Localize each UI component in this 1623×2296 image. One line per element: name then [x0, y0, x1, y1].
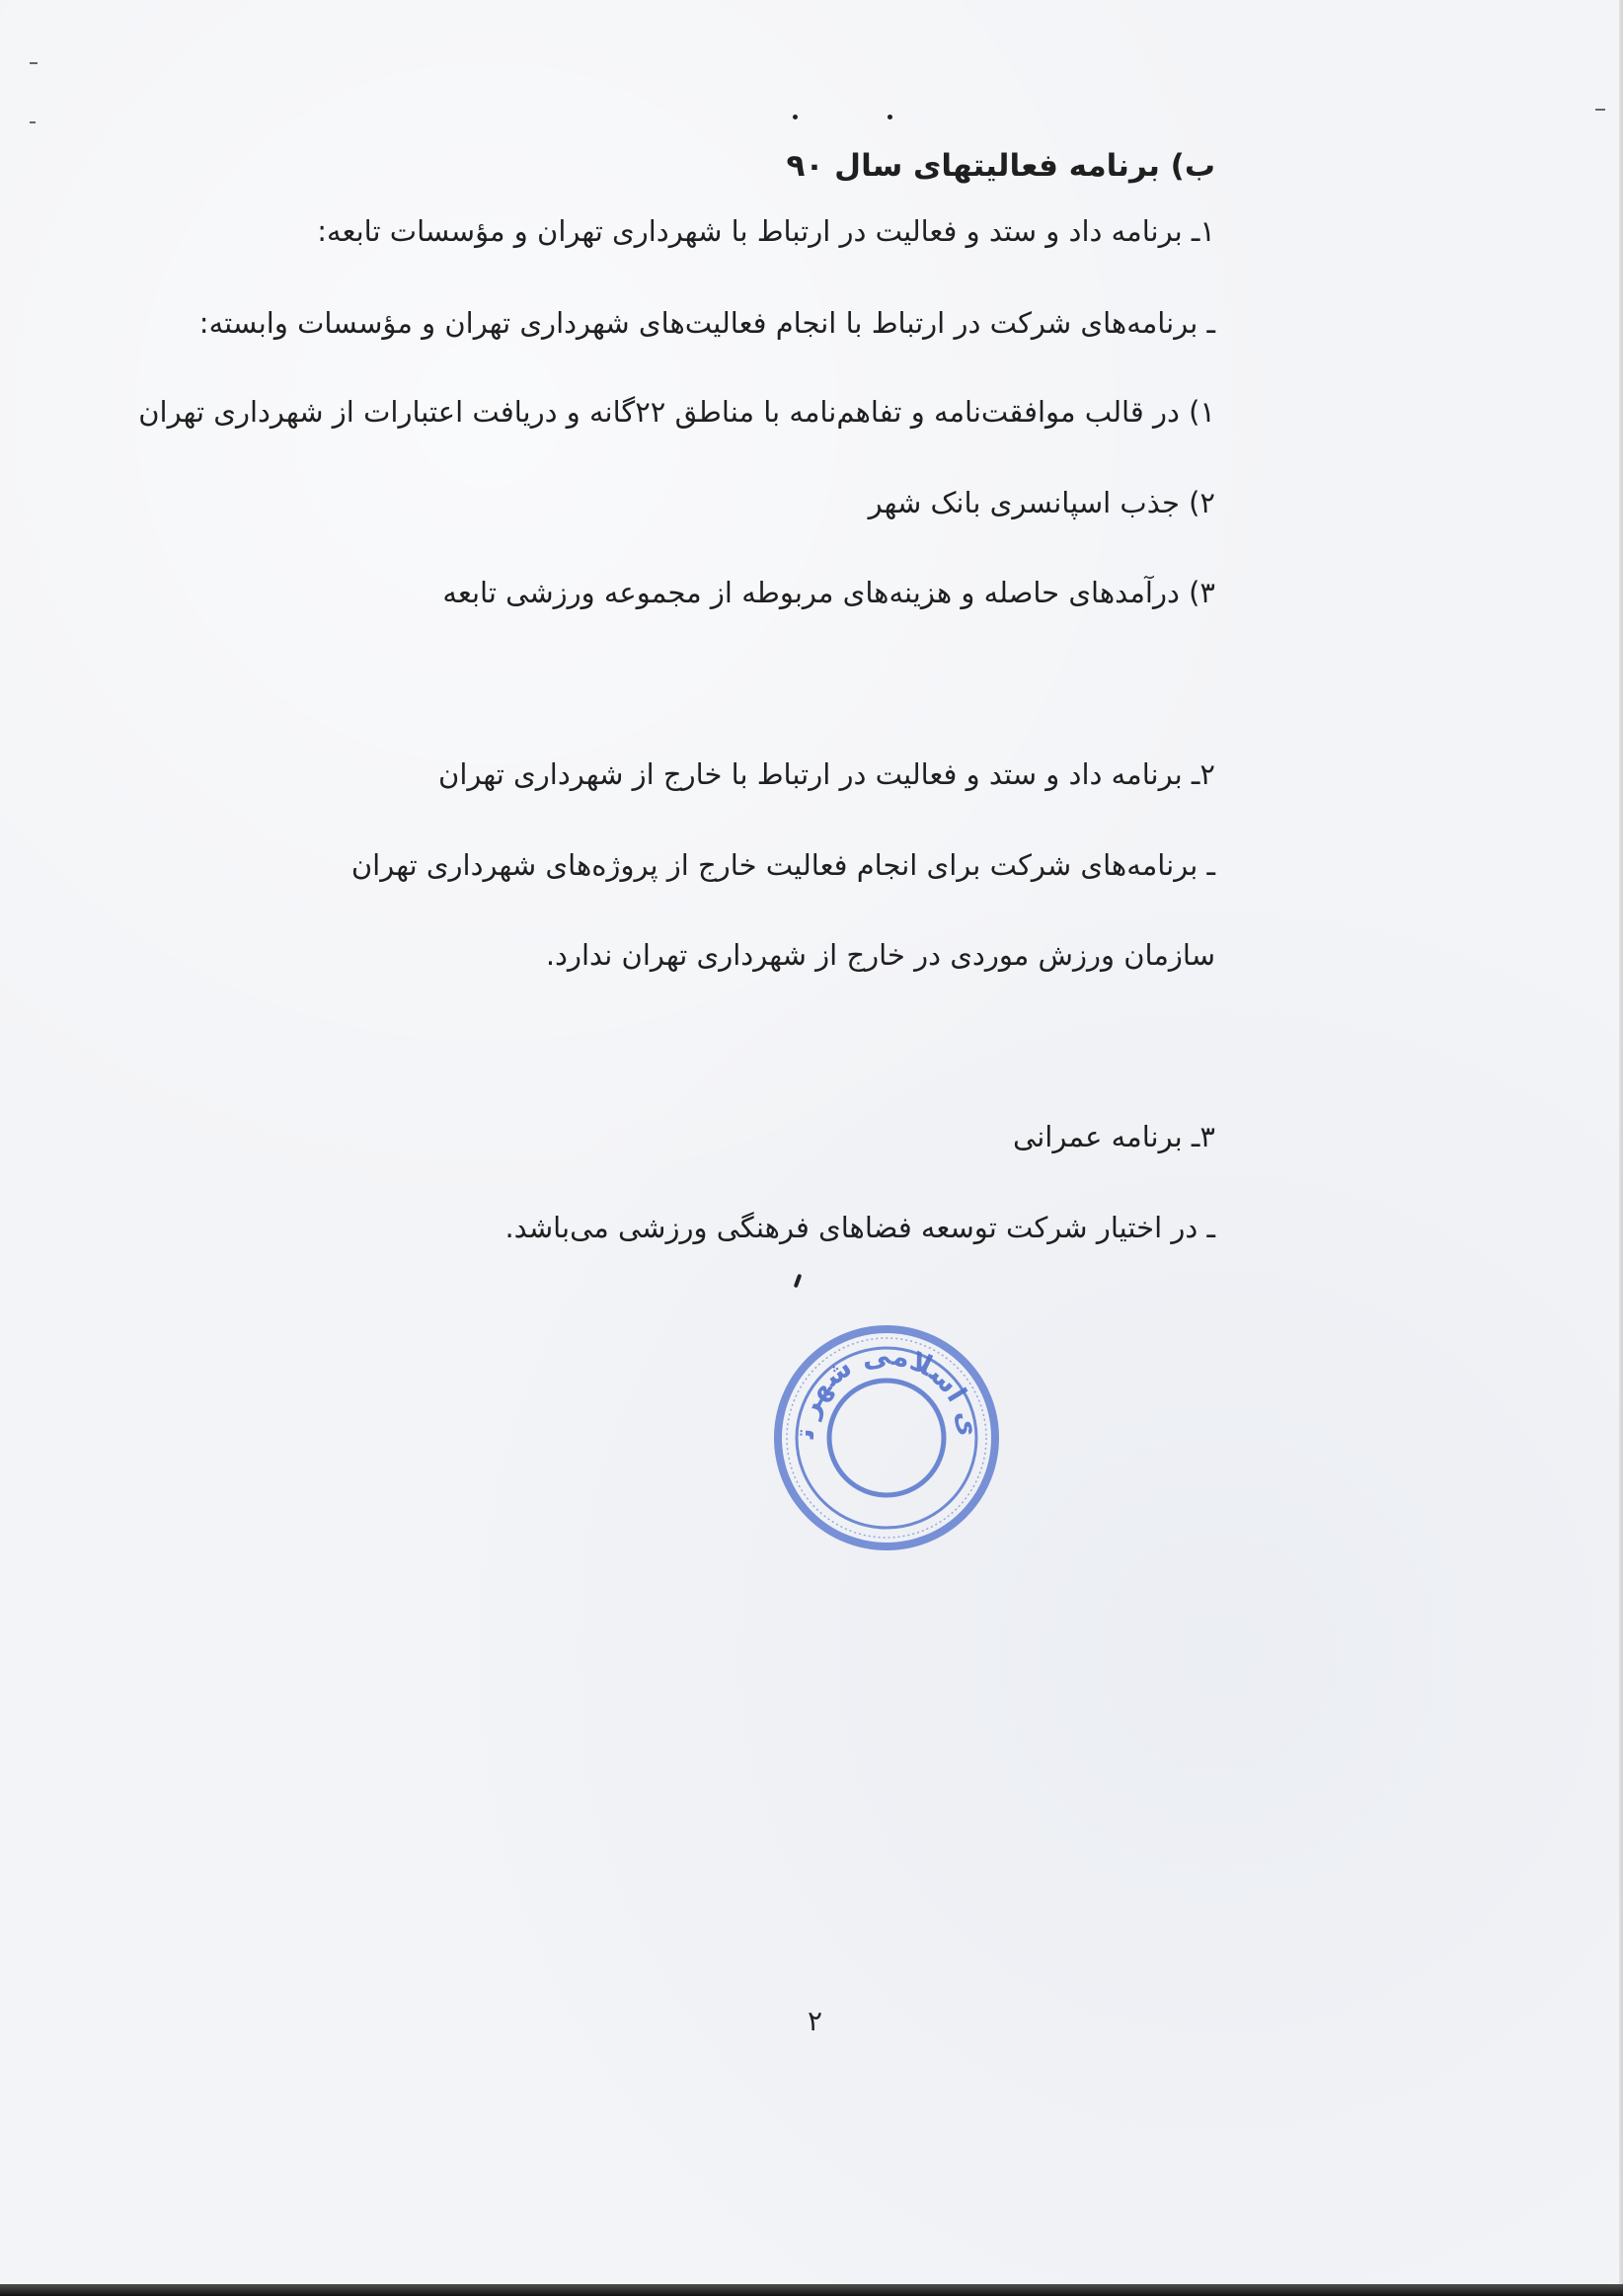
stamp-graphic: [756, 1296, 1003, 1554]
handwritten-tick-mark: [794, 1274, 803, 1289]
top-dot-mark: [793, 115, 798, 119]
section-2-heading: ۲ـ برنامه داد و ستد و فعالیت در ارتباط با خارج از شهرداری تهران: [438, 757, 1215, 791]
svg-text:شورای اسلامی شهر تهران: [755, 1296, 985, 1441]
top-dot-mark: [888, 115, 892, 119]
section-1-heading: ۱ـ برنامه داد و ستد و فعالیت در ارتباط با شهرداری تهران و مؤسسات تابعه:: [317, 214, 1215, 248]
section-1-item-1: ۱) در قالب موافقت‌نامه و تفاهم‌نامه با مناطق ۲۲گانه و دریافت اعتبارات از شهرداری تهران: [138, 395, 1215, 429]
scan-right-edge: [1619, 0, 1623, 2296]
official-stamp: [756, 1296, 1003, 1554]
page-number: ۲: [808, 2005, 823, 2037]
section-3-note: ـ در اختیار شرکت توسعه فضاهای فرهنگی ورزشی می‌باشد.: [504, 1211, 1215, 1244]
left-edge-mark: [30, 62, 38, 64]
section-2-subheading: ـ برنامه‌های شرکت برای انجام فعالیت خارج از پروژه‌های شهرداری تهران: [350, 848, 1215, 882]
section-1-subheading: ـ برنامه‌های شرکت در ارتباط با انجام فعالیت‌های شهرداری تهران و مؤسسات وابسته:: [198, 306, 1215, 340]
section-3-heading: ۳ـ برنامه عمرانی: [1013, 1120, 1215, 1153]
right-edge-mark: [1595, 109, 1605, 111]
page-title: ب) برنامه فعالیتهای سال ۹۰: [786, 148, 1215, 184]
section-1-item-3: ۳) درآمدهای حاصله و هزینه‌های مربوطه از مجموعه ورزشی تابعه: [442, 576, 1215, 609]
stamp-text: شورای اسلامی شهر تهران: [756, 1296, 986, 1440]
section-1-item-2: ۲) جذب اسپانسری بانک شهر: [868, 486, 1215, 519]
left-edge-mark: [30, 121, 36, 123]
section-2-note: سازمان ورزش موردی در خارج از شهرداری تهران ندارد.: [545, 938, 1215, 972]
scan-bottom-edge: [0, 2284, 1623, 2296]
